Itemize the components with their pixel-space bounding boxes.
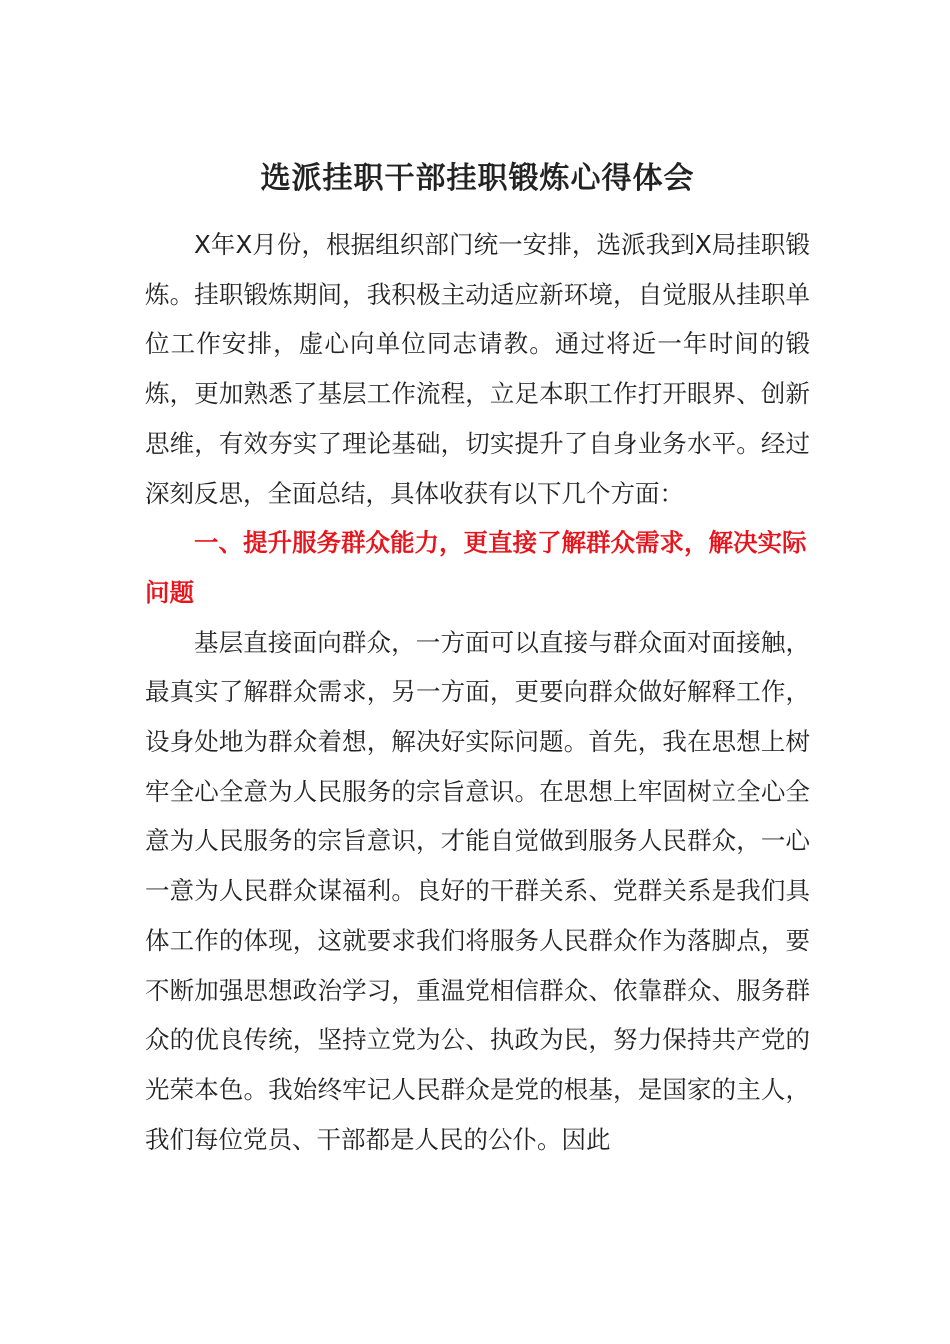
document-page	[145, 150, 810, 1164]
intro-paragraph: X年X月份，根据组织部门统一安排，选派我到X局挂职锻炼。挂职锻炼期间，我积极主动适应新环境，自觉服从挂职单位工作安排，虚心向单位同志请教。通过将近一年时间的锻炼，更加熟悉了基层工作流程，立足本职工作打开眼界、创新思维，有效夯实了理论基础，切实提升了自身业务水平。经过深刻反思，全面总结，具体收获有以下几个方面：	[145, 230, 810, 508]
document-title: 选派挂职干部挂职锻炼心得体会	[260, 161, 695, 196]
section-1-heading: 一、提升服务群众能力，更直接了解群众需求，解决实际问题	[145, 528, 807, 607]
section-1-paragraph: 基层直接面向群众，一方面可以直接与群众面对面接触，最真实了解群众需求，另一方面，更要向群众做好解释工作，设身处地为群众着想，解决好实际问题。首先，我在思想上树牢全心全意为人民服务的宗旨意识。在思想上牢固树立全心全意为人民服务的宗旨意识，才能自觉做到服务人民群众，一心一意为人民群众谋福利。良好的干群关系、党群关系是我们具体工作的体现，这就要求我们将服务人民群众作为落脚点，要不断加强思想政治学习，重温党相信群众、依靠群众、服务群众的优良传统，坚持立党为公、执政为民，努力保持共产党的光荣本色。我始终牢记人民群众是党的根基，是国家的主人，我们每位党员、干部都是人民的公仆。因此	[145, 627, 810, 1154]
title-block	[145, 150, 810, 208]
